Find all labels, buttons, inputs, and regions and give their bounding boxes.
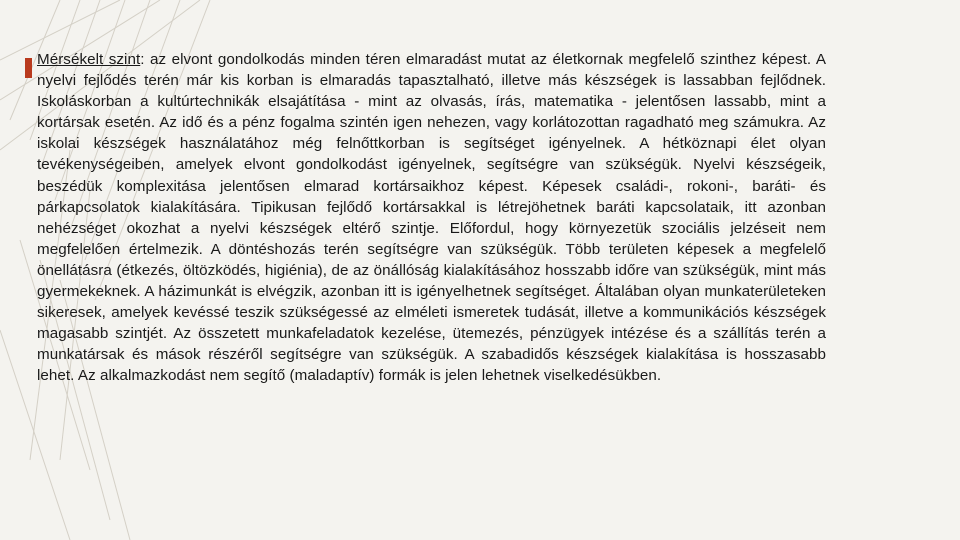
lead-term: Mérsékelt szint — [37, 51, 141, 68]
body-text: : az elvont gondolkodás minden téren elmaradást mutat az életkornak megfelelő szinthez képest. A nyelvi fejlődés terén már kis korban is elmaradás tapasztalható, illetve más készségek is lassabban fejlődnek. Iskoláskorban a kultúrtechnikák elsajátítása - mint az olvasás, írás, matematika - jelentősen lassabb, mint a kortársak esetén. Az idő és a pénz fogalma szintén igen nehezen, vagy korlátozottan ragadható meg számukra. Az iskolai készségek használatához még felnőttkorban is segítséget igényelnek. A hétköznapi élet olyan tevékenységeiben, amelyek elvont gondolkodást igényelnek, segítségre van szükségük. Nyelvi készségeik, beszédük komplexitása jelentősen elmarad kortársaikhoz képest. Képesek családi-, rokoni-, baráti- és párkapcsolatok kialakítására. Tipikusan fejlődő kortársakkal is létrejöhetnek baráti kapcsolataik, itt azonban nehézséget okozhat a nyelvi készségek eltérő szintje. Előfordul, hogy környezetük szociális jelzéseit nem megfelelően értelmezik. A döntéshozás terén segítségre van szükségük. Több területen képesek a megfelelő önellátásra (étkezés, öltözködés, higiénia), de az önállóság kialakításához hosszabb időre van szükségük, mint más gyermekeknek. A házimunkát is elvégzik, azonban itt is igényelhetnek segítséget. Általában olyan munkaterületeken sikeresek, amelyek kevéssé teszik szükségessé az elméleti ismeretek tudását, illetve a kommunikációs készségek magasabb szintjét. Az összetett munkafeladatok kezelése, ütemezés, pénzügyek intézése és a szállítás terén a munkatársak és mások részéről segítségre van szükségük. A szabadidős készségek kialakítása is hosszasabb lehet. Az alkalmazkodást nem segítő (maladaptív) formák is jelen lehetnek viselkedésükben. — [37, 51, 827, 385]
accent-bar — [25, 58, 32, 78]
body-paragraph — [37, 49, 826, 387]
